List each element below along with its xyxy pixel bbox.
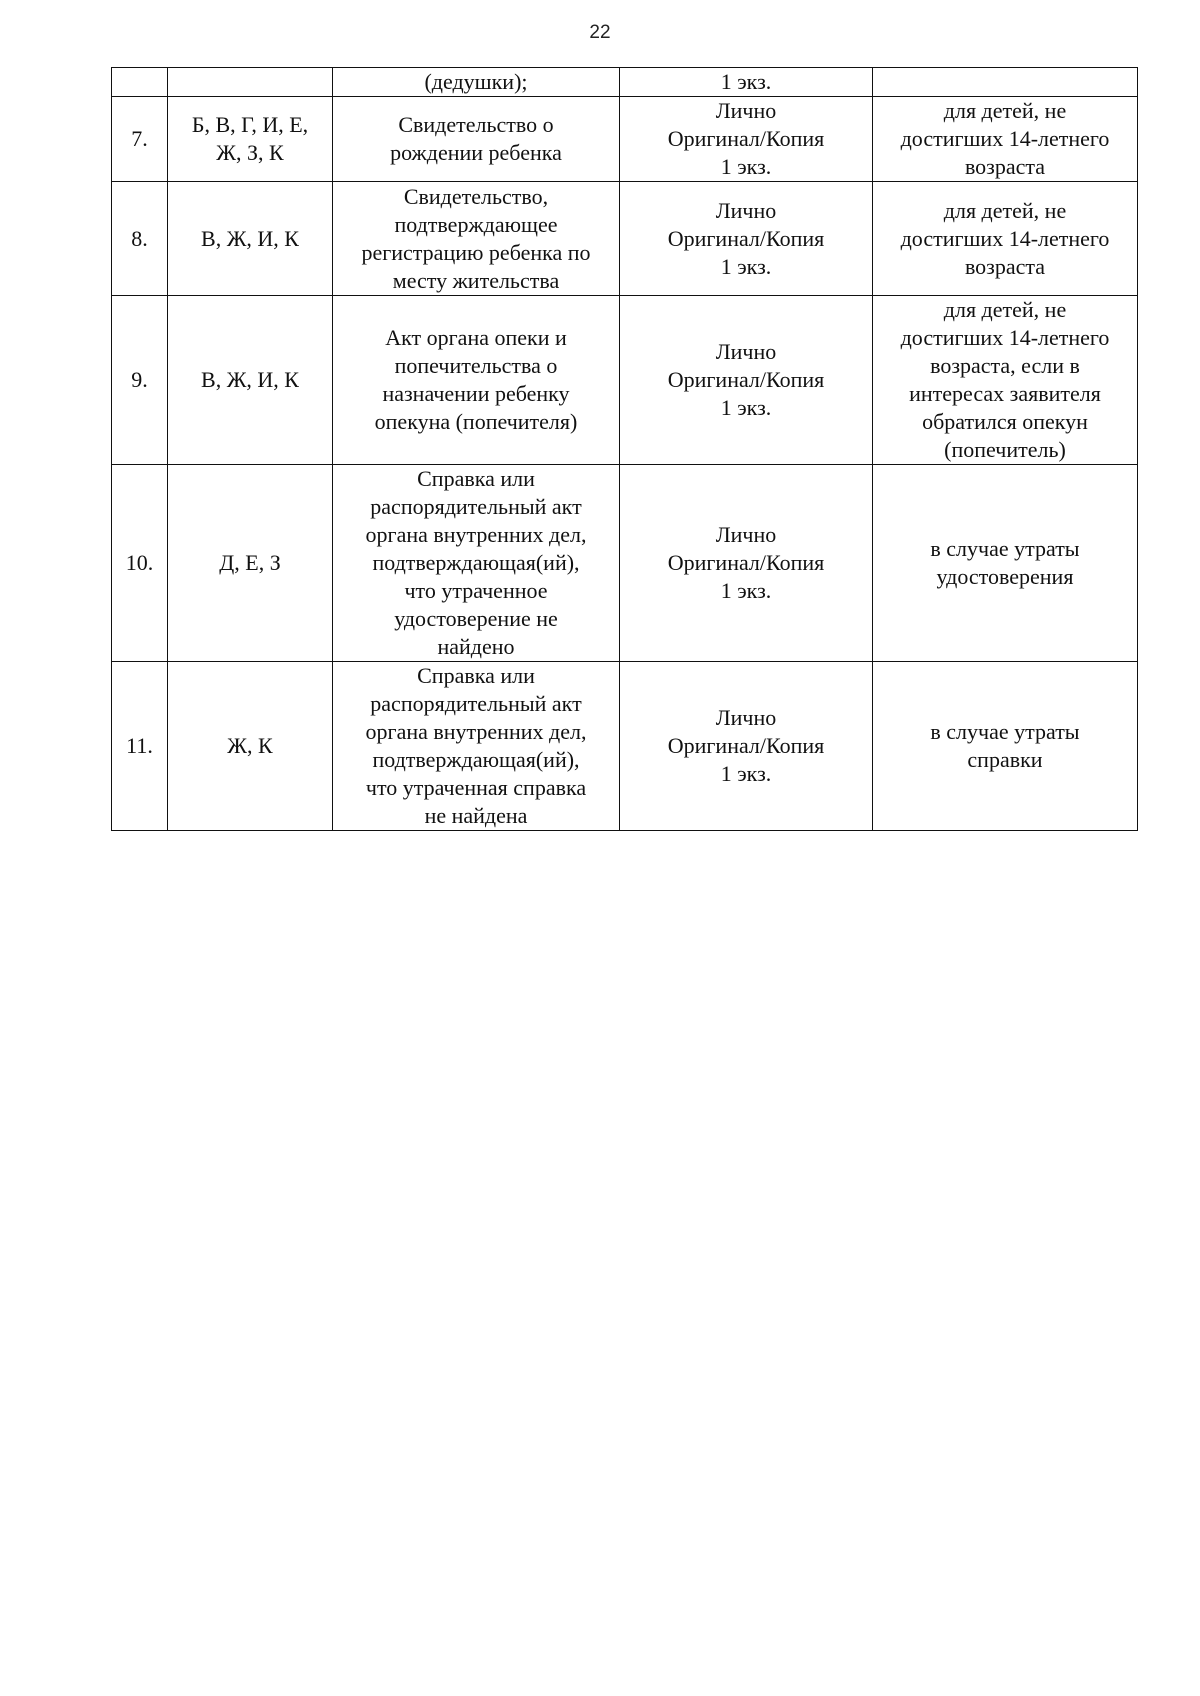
submission-cell: Лично Оригинал/Копия 1 экз. <box>620 465 873 662</box>
submission-cell: Лично Оригинал/Копия 1 экз. <box>620 662 873 831</box>
row-number-cell: 8. <box>112 182 168 296</box>
document-cell: Свидетельство о рождении ребенка <box>333 97 620 182</box>
row-number-cell: 7. <box>112 97 168 182</box>
categories-cell: Б, В, Г, И, Е, Ж, З, К <box>168 97 333 182</box>
submission-cell: Лично Оригинал/Копия 1 экз. <box>620 182 873 296</box>
categories-cell: Ж, К <box>168 662 333 831</box>
submission-cell: 1 экз. <box>620 68 873 97</box>
note-cell: для детей, не достигших 14-летнего возраста, если в интересах заявителя обратился опекун (попечитель) <box>873 296 1138 465</box>
document-cell: Акт органа опеки и попечительства о назначении ребенку опекуна (попечителя) <box>333 296 620 465</box>
page-number: 22 <box>589 22 611 43</box>
table-row <box>112 465 1138 662</box>
submission-cell: Лично Оригинал/Копия 1 экз. <box>620 296 873 465</box>
categories-cell: В, Ж, И, К <box>168 182 333 296</box>
submission-cell: Лично Оригинал/Копия 1 экз. <box>620 97 873 182</box>
table-row <box>112 182 1138 296</box>
table-row <box>112 97 1138 182</box>
documents-table <box>111 67 1138 831</box>
document-cell: Справка или распорядительный акт органа внутренних дел, подтверждающая(ий), что утраченное удостоверение не найдено <box>333 465 620 662</box>
table-row <box>112 68 1138 97</box>
document-cell: Справка или распорядительный акт органа внутренних дел, подтверждающая(ий), что утраченная справка не найдена <box>333 662 620 831</box>
note-cell: для детей, не достигших 14-летнего возраста <box>873 97 1138 182</box>
categories-cell: Д, Е, З <box>168 465 333 662</box>
categories-cell: В, Ж, И, К <box>168 296 333 465</box>
note-cell <box>873 68 1138 97</box>
row-number-cell: 10. <box>112 465 168 662</box>
categories-cell <box>168 68 333 97</box>
document-cell: (дедушки); <box>333 68 620 97</box>
note-cell: для детей, не достигших 14-летнего возраста <box>873 182 1138 296</box>
row-number-cell: 11. <box>112 662 168 831</box>
table-row <box>112 296 1138 465</box>
document-cell: Свидетельство, подтверждающее регистрацию ребенка по месту жительства <box>333 182 620 296</box>
table-row <box>112 662 1138 831</box>
row-number-cell: 9. <box>112 296 168 465</box>
note-cell: в случае утраты справки <box>873 662 1138 831</box>
note-cell: в случае утраты удостоверения <box>873 465 1138 662</box>
row-number-cell <box>112 68 168 97</box>
